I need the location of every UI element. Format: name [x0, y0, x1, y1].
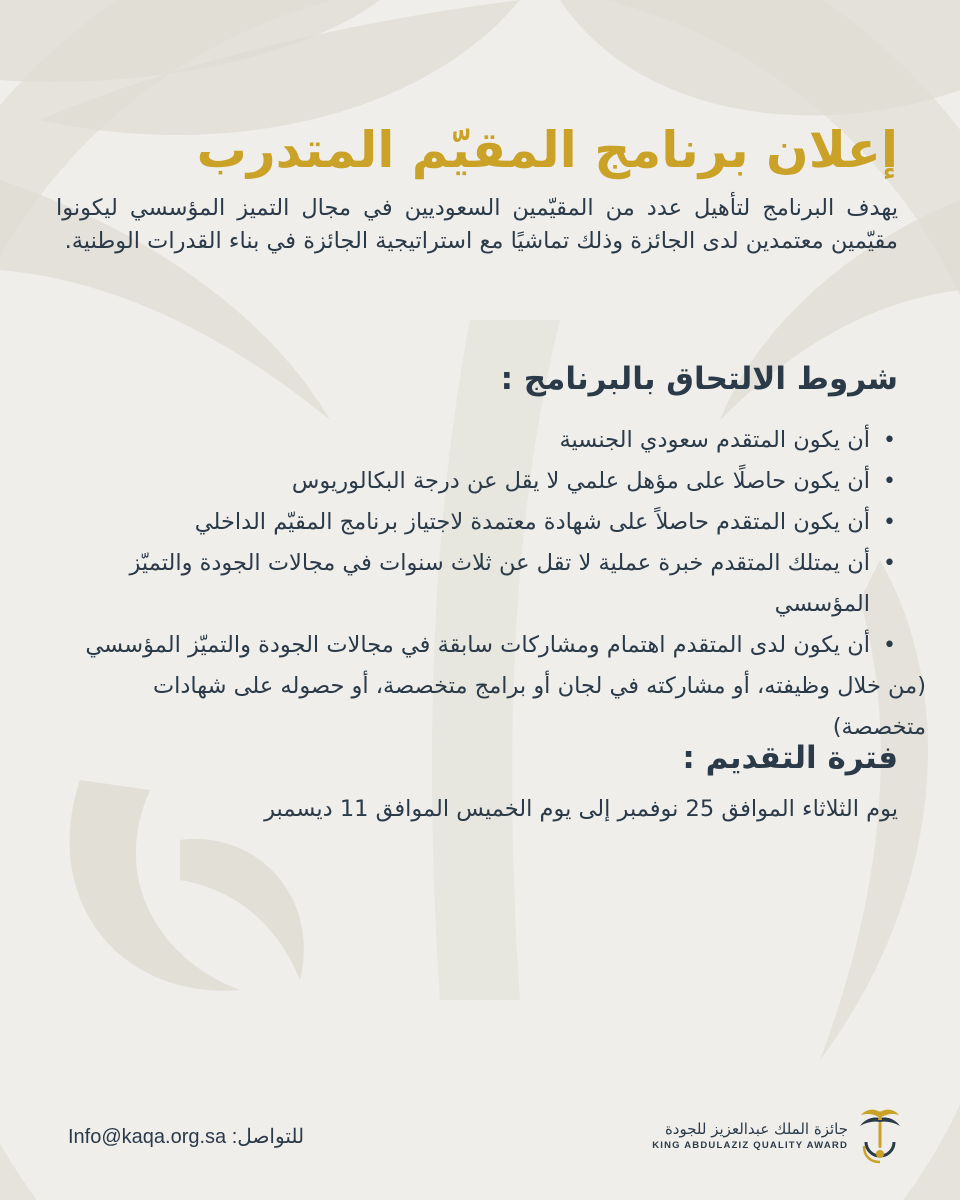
condition-text: أن يكون المتقدم حاصلاً على شهادة معتمدة لاجتياز برنامج المقيّم الداخلي: [194, 509, 870, 535]
period-dates: يوم الثلاثاء الموافق 25 نوفمبر إلى يوم الخميس الموافق 11 ديسمبر: [264, 796, 898, 822]
conditions-list: [56, 420, 926, 748]
list-item: [56, 502, 898, 543]
list-item: [56, 461, 898, 502]
condition-text: أن يكون لدى المتقدم اهتمام ومشاركات سابقة في مجالات الجودة والتميّز المؤسسي: [85, 632, 870, 658]
bullet-icon: •: [883, 510, 896, 535]
period-heading: فترة التقديم :: [682, 740, 898, 776]
logo-text: [652, 1119, 848, 1151]
condition-continuation: (من خلال وظيفته، أو مشاركته في لجان أو برامج متخصصة، أو حصوله على شهادات متخصصة): [152, 673, 926, 740]
logo-arabic-name: جائزة الملك عبدالعزيز للجودة: [664, 1120, 848, 1138]
condition-text: أن يمتلك المتقدم خبرة عملية لا تقل عن ثلاث سنوات في مجالات الجودة والتميّز المؤسسي: [129, 550, 870, 617]
list-item: [56, 543, 898, 625]
email-link[interactable]: Info@kaqa.org.sa: [68, 1126, 227, 1148]
logo-english-name: KING ABDULAZIZ QUALITY AWARD: [652, 1140, 848, 1151]
award-logo: [652, 1104, 902, 1166]
bullet-icon: •: [883, 428, 896, 453]
condition-text: أن يكون حاصلًا على مؤهل علمي لا يقل عن درجة البكالوريوس: [291, 468, 870, 494]
intro-paragraph: يهدف البرنامج لتأهيل عدد من المقيّمين السعوديين في مجال التميز المؤسسي ليكونوا مقيّمين معتمدين لدى الجائزة وذلك تماشيًا مع استراتيجية الجائزة في بناء القدرات الوطنية.: [56, 195, 898, 254]
conditions-heading: شروط الالتحاق بالبرنامج :: [500, 361, 898, 397]
bullet-icon: •: [883, 551, 896, 576]
contact-label: للتواصل:: [231, 1126, 305, 1148]
bullet-icon: •: [883, 633, 896, 658]
list-item: [56, 420, 898, 461]
contact-info: [68, 1124, 304, 1149]
palm-logo-icon: [858, 1106, 902, 1164]
list-item: [56, 625, 898, 666]
announcement-title: إعلان برنامج المقيّم المتدرب: [196, 121, 898, 179]
bullet-icon: •: [883, 469, 896, 494]
condition-text: أن يكون المتقدم سعودي الجنسية: [559, 427, 870, 453]
